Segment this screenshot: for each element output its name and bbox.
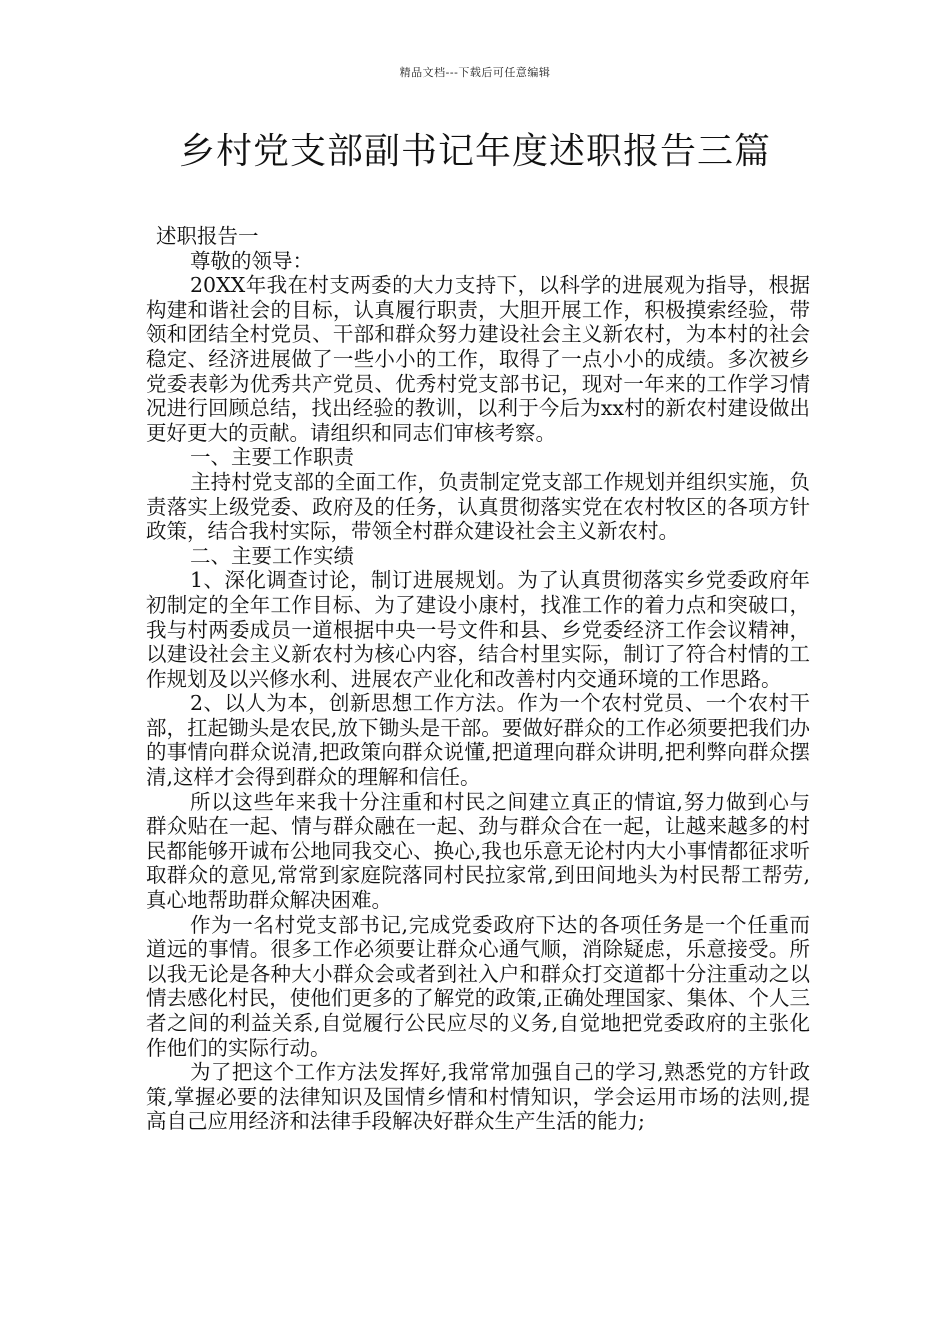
paragraph-achievement-1: 1、深化调查讨论，制订进展规划。为了认真贯彻落实乡党委政府年初制定的全年工作目标、为了建设小康村，找准工作的着力点和突破口，我与村两委成员一道根据中央一号文件和县、乡党委经济工作会议精神，以建设社会主义新农村为核心内容，结合村里实际，制订了符合村情的工作规划及以兴修水利、进展农产业化和改善村内交通环境的工作思路。 [146,568,810,691]
paragraph-achievement-2: 2、以人为本，创新思想工作方法。作为一个农村党员、一个农村干部，扛起锄头是农民,放下锄头是干部。要做好群众的工作必须要把我们办的事情向群众说清,把政策向群众说懂,把道理向群众讲明,把利弊向群众摆清,这样才会得到群众的理解和信任。 [146,691,810,790]
paragraph-duties: 主持村党支部的全面工作，负责制定党支部工作规划并组织实施，负责落实上级党委、政府及的任务，认真贯彻落实党在农村牧区的各项方针政策，结合我村实际，带领全村群众建设社会主义新农村。 [146,469,810,544]
paragraph-intro: 20XX年我在村支两委的大力支持下，以科学的进展观为指导，根据构建和谐社会的目标，认真履行职责，大胆开展工作，积极摸索经验，带领和团结全村党员、干部和群众努力建设社会主义新农村，为本村的社会稳定、经济进展做了一些小小的工作，取得了一点小小的成绩。多次被乡党委表彰为优秀共产党员、优秀村党支部书记，现对一年来的工作学习情况进行回顾总结，找出经验的教训，以利于今后为xx村的新农村建设做出更好更大的贡献。请组织和同志们审核考察。 [146,273,810,445]
paragraph-relationship: 所以这些年来我十分注重和村民之间建立真正的情谊,努力做到心与群众贴在一起、情与群众融在一起、劲与群众合在一起，让越来越多的村民都能够开诚布公地同我交心、换心,我也乐意无论村内大小事情都征求听取群众的意见,常常到家庭院落同村民拉家常,到田间地头为村民帮工帮劳,真心地帮助群众解决困难。 [146,789,810,913]
salutation: 尊敬的领导： [190,248,313,273]
document-body [146,224,810,1134]
document-title: 乡村党支部副书记年度述职报告三篇 [178,131,771,172]
paragraph-learning: 为了把这个工作方法发挥好,我常常加强自己的学习,熟悉党的方针政策,掌握必要的法律知识及国情乡情和村情知识，学会运用市场的法则,提高自己应用经济和法律手段解决好群众生产生活的能力; [146,1060,810,1134]
paragraph-tasks: 作为一名村党支部书记,完成党委政府下达的各项任务是一个任重而道远的事情。很多工作必须要让群众心通气顺，消除疑虑，乐意接受。所以我无论是各种大小群众会或者到社入户和群众打交道都十分注重动之以情去感化村民，使他们更多的了解党的政策,正确处理国家、集体、个人三者之间的利益关系,自觉履行公民应尽的义务,自觉地把党委政府的主张化作他们的实际行动。 [146,912,810,1060]
header-note: 精品文档---下载后可任意编辑 [399,66,551,79]
heading-main-achievements: 二、主要工作实绩 [190,543,354,568]
section-label: 述职报告一 [156,224,259,248]
heading-main-duties: 一、主要工作职责 [190,445,354,470]
